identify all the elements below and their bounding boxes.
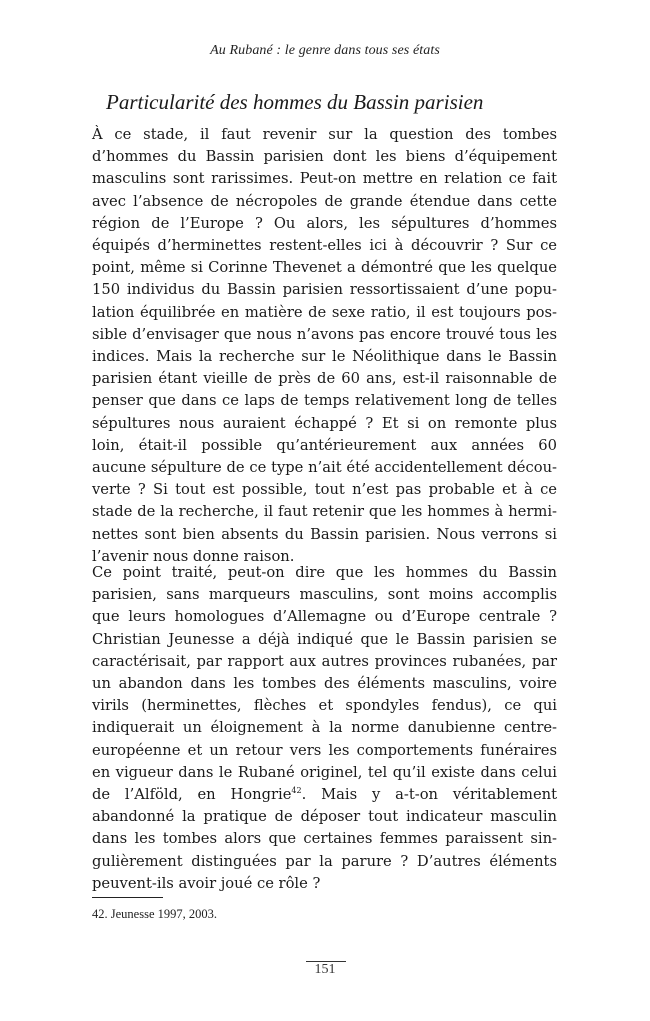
footnote-reference[interactable]: 42 — [291, 786, 302, 796]
paragraph-text: Ce point traité, peut-on dire que les hommes du Bassin parisien, sans marqueurs masculins, sont moins accomplis que leurs homologues d’Allemagne ou d’Europe centrale ? Christian Jeunesse a déjà indiqué que le Bassin parisien se caractérisait, par rapport aux autres provinces rubanées, par un abandon dans les tombes des éléments masculins, voire virils (herminettes, flèches et spondyles fendus), ce qui indiquerait un éloignement à la norme danubienne centre-européenne et un retour vers les comportements funéraires en vigueur dans le Rubané originel, tel qu’il existe dans celui de l’Alföld, en Hongrie — [92, 564, 557, 804]
running-head: Au Rubané : le genre dans tous ses états — [210, 43, 440, 58]
footnote: 42. Jeunesse 1997, 2003. — [92, 907, 217, 921]
paragraph-text: . Mais y a-t-on véritablement abandonné la pratique de déposer tout indicateur masculin dans les tombes alors que certaines femmes paraissent singulièrement distinguées par la parure ? D’autres éléments peuvent-ils avoir joué ce rôle ? — [92, 786, 557, 892]
section-heading: Particularité des hommes du Bassin parisien — [106, 90, 484, 114]
body-paragraph — [92, 562, 557, 895]
footnote-separator — [92, 897, 163, 898]
page-number: 151 — [314, 962, 336, 977]
body-paragraph: À ce stade, il faut revenir sur la question des tombes d’hommes du Bassin parisien dont les biens d’équipement masculins sont rarissimes. Peut-on mettre en relation ce fait avec l’absence de nécropoles de grande étendue dans cette région de l’Europe ? Ou alors, les sépultures d’hommes équipés d’herminettes restent-elles ici à découvrir ? Sur ce point, même si Corinne Thevenet a démontré que les quelque 150 individus du Bassin parisien ressortissaient d’une population équilibrée en matière de sexe ratio, il est toujours possible d’envisager que nous n’avons pas encore trouvé tous les indices. Mais la recherche sur le Néolithique dans le Bassin parisien étant vieille de près de 60 ans, est-il raisonnable de penser que dans ce laps de temps relativement long de telles sépultures nous auraient échappé ? Et si on remonte plus loin, était-il possible qu’antérieurement aux années 60 aucune sépulture de ce type n’ait été accidentellement découverte ? Si tout est possible, tout n’est pas probable et à ce stade de la recherche, il faut retenir que les hommes à herminettes sont bien absents du Bassin parisien. Nous verrons si l’avenir nous donne raison. — [92, 126, 557, 565]
